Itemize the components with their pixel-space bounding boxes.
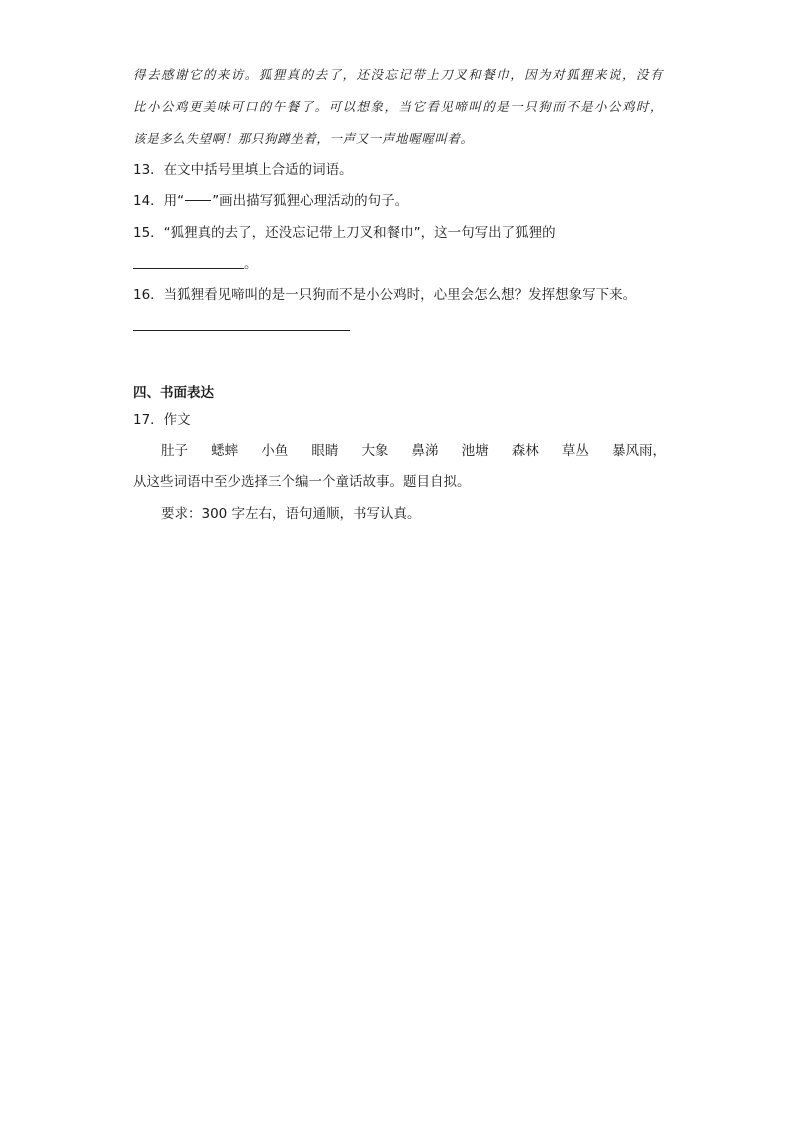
- word-item: 暴风雨，: [611, 443, 666, 459]
- word-list: [161, 441, 666, 461]
- word-item: 池塘: [461, 443, 489, 459]
- question-15: 15．“狐狸真的去了，还没忘记带上刀叉和餐巾”，这一句写出了狐狸的: [133, 225, 556, 241]
- question-17: 17．作文: [133, 412, 191, 428]
- question-14-underline-sample: [185, 200, 211, 201]
- word-item: 蟋蟀: [211, 443, 239, 459]
- word-item: 肚子: [161, 443, 188, 459]
- question-14-prefix: 14．用“: [133, 193, 185, 209]
- passage-line-3: 该是多么失望啊！那只狗蹲坐着，一声又一声地喔喔叫着。: [133, 131, 474, 146]
- word-item: 草丛: [561, 443, 589, 459]
- word-item: 森林: [511, 443, 539, 459]
- word-item: 眼睛: [311, 443, 339, 459]
- question-14-suffix: ”画出描写狐狸心理活动的句子。: [212, 193, 409, 209]
- word-item: 小鱼: [261, 443, 289, 459]
- answer-blank-16[interactable]: [133, 330, 350, 331]
- word-item: 鼻涕: [411, 443, 439, 459]
- word-item: 大象: [361, 443, 389, 459]
- section-title-writing: 四、书面表达: [133, 385, 214, 401]
- question-15-period: 。: [244, 256, 258, 272]
- essay-instruction: 从这些词语中至少选择三个编一个童话故事。题目自拟。: [133, 474, 471, 490]
- question-16: 16．当狐狸看见啼叫的是一只狗而不是小公鸡时，心里会怎么想？发挥想象写下来。: [133, 287, 637, 303]
- question-14: [133, 191, 408, 211]
- passage-line-2: 比小公鸡更美味可口的午餐了。可以想象，当它看见啼叫的是一只狗而不是小公鸡时，: [133, 99, 663, 114]
- passage-line-1: 得去感谢它的来访。狐狸真的去了，还没忘记带上刀叉和餐巾，因为对狐狸来说，没有: [133, 67, 663, 82]
- essay-requirement: 要求：300 字左右，语句通顺，书写认真。: [161, 506, 421, 522]
- question-13: 13．在文中括号里填上合适的词语。: [133, 162, 353, 178]
- answer-blank-15[interactable]: [133, 268, 244, 269]
